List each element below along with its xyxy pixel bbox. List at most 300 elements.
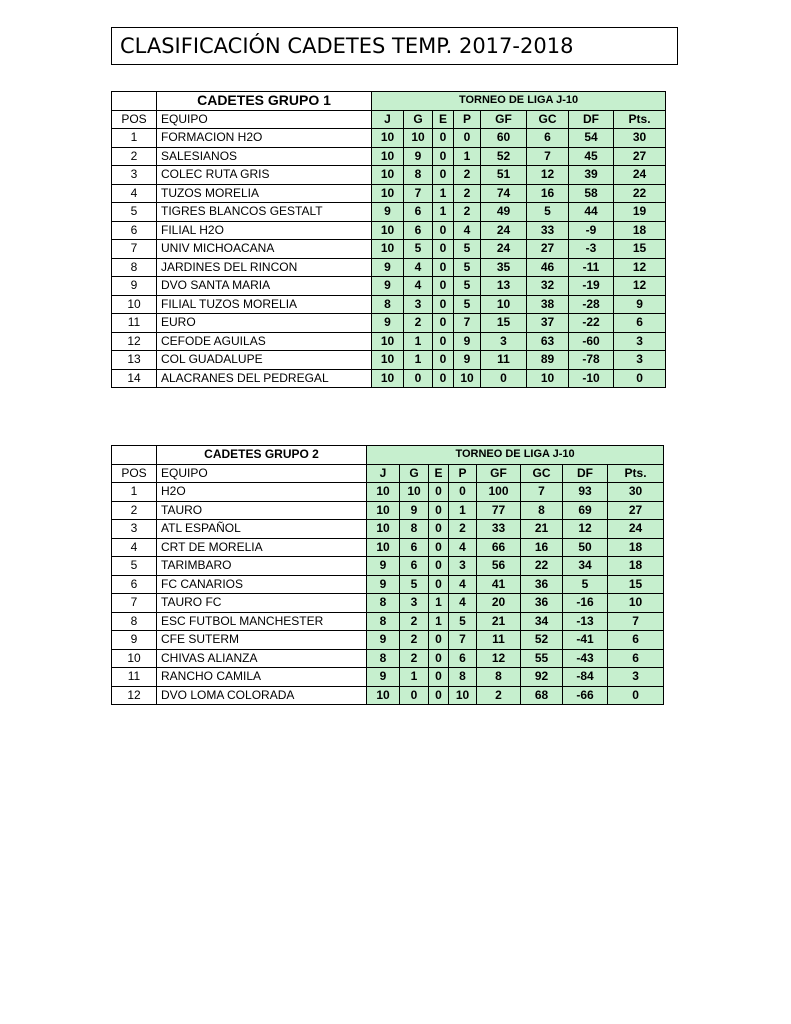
stat-cell: 39	[569, 166, 614, 185]
stat-cell: 36	[521, 575, 563, 594]
stat-cell: 9	[372, 203, 404, 222]
table-row	[112, 631, 664, 650]
standings-table-group-1	[111, 91, 666, 388]
stat-cell: 0	[614, 369, 666, 388]
table-row	[112, 277, 666, 296]
stat-cell: 9	[614, 295, 666, 314]
group-title: CADETES GRUPO 1	[157, 92, 372, 111]
stat-cell: 9	[367, 557, 400, 576]
league-title: TORNEO DE LIGA J-10	[372, 92, 666, 111]
position-cell: 10	[112, 295, 157, 314]
stat-cell: 10	[454, 369, 481, 388]
stat-cell: 66	[477, 538, 521, 557]
stat-cell: 1	[429, 612, 449, 631]
team-name-cell: FILIAL TUZOS MORELIA	[157, 295, 372, 314]
stat-cell: 6	[527, 129, 569, 148]
stat-cell: -22	[569, 314, 614, 333]
stat-cell: 9	[367, 575, 400, 594]
stat-cell: 0	[429, 668, 449, 687]
stat-cell: 4	[449, 575, 477, 594]
table-row	[112, 240, 666, 259]
stat-cell: 0	[400, 686, 429, 705]
stat-cell: 0	[433, 147, 454, 166]
stat-cell: 27	[614, 147, 666, 166]
table-row	[112, 184, 666, 203]
stat-cell: 7	[404, 184, 433, 203]
stat-cell: 21	[477, 612, 521, 631]
stat-cell: 9	[372, 277, 404, 296]
standings-table-group-2	[111, 445, 664, 705]
column-header-stat: G	[404, 110, 433, 129]
table-row	[112, 668, 664, 687]
team-name-cell: CEFODE AGUILAS	[157, 332, 372, 351]
stat-cell: 5	[449, 612, 477, 631]
position-cell: 5	[112, 557, 157, 576]
table-row	[112, 203, 666, 222]
table-row	[112, 258, 666, 277]
stat-cell: 0	[429, 557, 449, 576]
stat-cell: 0	[429, 575, 449, 594]
stat-cell: 56	[477, 557, 521, 576]
stat-cell: 10	[404, 129, 433, 148]
stat-cell: 12	[477, 649, 521, 668]
stat-cell: -10	[569, 369, 614, 388]
stat-cell: 12	[563, 520, 608, 539]
stat-cell: 12	[527, 166, 569, 185]
stat-cell: 9	[454, 332, 481, 351]
position-cell: 11	[112, 668, 157, 687]
stat-cell: 15	[481, 314, 527, 333]
stat-cell: 4	[449, 538, 477, 557]
stat-cell: 3	[449, 557, 477, 576]
position-cell: 1	[112, 129, 157, 148]
team-name-cell: UNIV MICHOACANA	[157, 240, 372, 259]
stat-cell: 52	[521, 631, 563, 650]
stat-cell: 0	[433, 332, 454, 351]
team-name-cell: DVO LOMA COLORADA	[157, 686, 367, 705]
stat-cell: 30	[608, 483, 664, 502]
stat-cell: 3	[481, 332, 527, 351]
stat-cell: 22	[521, 557, 563, 576]
stat-cell: 0	[429, 538, 449, 557]
stat-cell: 27	[527, 240, 569, 259]
stat-cell: 0	[449, 483, 477, 502]
stat-cell: 5	[400, 575, 429, 594]
stat-cell: 10	[372, 332, 404, 351]
column-header-row	[112, 110, 666, 129]
stat-cell: 0	[429, 520, 449, 539]
team-name-cell: FILIAL H2O	[157, 221, 372, 240]
stat-cell: 9	[400, 501, 429, 520]
stat-cell: 5	[404, 240, 433, 259]
stat-cell: 3	[404, 295, 433, 314]
stat-cell: 0	[433, 240, 454, 259]
stat-cell: 30	[614, 129, 666, 148]
stat-cell: 3	[400, 594, 429, 613]
stat-cell: 1	[404, 351, 433, 370]
stat-cell: 0	[433, 369, 454, 388]
column-header-stat: J	[372, 110, 404, 129]
stat-cell: 27	[608, 501, 664, 520]
stat-cell: 2	[400, 631, 429, 650]
stat-cell: 5	[454, 277, 481, 296]
table-row	[112, 147, 666, 166]
table-row	[112, 612, 664, 631]
column-header-row	[112, 464, 664, 483]
page-title: CLASIFICACIÓN CADETES TEMP. 2017-2018	[111, 27, 678, 65]
stat-cell: 6	[614, 314, 666, 333]
stat-cell: 8	[367, 649, 400, 668]
stat-cell: 0	[433, 258, 454, 277]
position-cell: 14	[112, 369, 157, 388]
stat-cell: 11	[481, 351, 527, 370]
stat-cell: 32	[527, 277, 569, 296]
stat-cell: 19	[614, 203, 666, 222]
stat-cell: 4	[454, 221, 481, 240]
stat-cell: 6	[400, 557, 429, 576]
column-header-stat: GC	[521, 464, 563, 483]
stat-cell: 69	[563, 501, 608, 520]
table-row	[112, 594, 664, 613]
stat-cell: 1	[449, 501, 477, 520]
position-cell: 4	[112, 184, 157, 203]
team-name-cell: COL GUADALUPE	[157, 351, 372, 370]
stat-cell: 5	[454, 240, 481, 259]
stat-cell: 8	[477, 668, 521, 687]
column-header-stat: GF	[481, 110, 527, 129]
stat-cell: -28	[569, 295, 614, 314]
stat-cell: 7	[521, 483, 563, 502]
stat-cell: 9	[367, 631, 400, 650]
stat-cell: 9	[454, 351, 481, 370]
table-row	[112, 129, 666, 148]
stat-cell: 16	[521, 538, 563, 557]
stat-cell: 1	[400, 668, 429, 687]
stat-cell: 2	[477, 686, 521, 705]
position-cell: 12	[112, 686, 157, 705]
stat-cell: 18	[614, 221, 666, 240]
stat-cell: 33	[527, 221, 569, 240]
group-header-row	[112, 92, 666, 111]
stat-cell: 18	[608, 557, 664, 576]
table-row	[112, 483, 664, 502]
column-header-pos: POS	[112, 464, 157, 483]
position-cell: 2	[112, 501, 157, 520]
stat-cell: 22	[614, 184, 666, 203]
table-row	[112, 166, 666, 185]
stat-cell: 92	[521, 668, 563, 687]
stat-cell: 10	[372, 184, 404, 203]
stat-cell: -11	[569, 258, 614, 277]
column-header-stat: P	[454, 110, 481, 129]
stat-cell: 0	[404, 369, 433, 388]
stat-cell: 49	[481, 203, 527, 222]
group-title: CADETES GRUPO 2	[157, 446, 367, 465]
stat-cell: 74	[481, 184, 527, 203]
stat-cell: 34	[521, 612, 563, 631]
stat-cell: 10	[372, 351, 404, 370]
stat-cell: 6	[404, 221, 433, 240]
stat-cell: 77	[477, 501, 521, 520]
team-name-cell: CFE SUTERM	[157, 631, 367, 650]
stat-cell: 8	[521, 501, 563, 520]
stat-cell: 41	[477, 575, 521, 594]
stat-cell: 35	[481, 258, 527, 277]
table-row	[112, 351, 666, 370]
stat-cell: 2	[454, 203, 481, 222]
stat-cell: 7	[449, 631, 477, 650]
stat-cell: 8	[400, 520, 429, 539]
stat-cell: 4	[404, 277, 433, 296]
stat-cell: 8	[404, 166, 433, 185]
table-row	[112, 557, 664, 576]
stat-cell: 9	[404, 147, 433, 166]
column-header-stat: DF	[563, 464, 608, 483]
stat-cell: 1	[429, 594, 449, 613]
stat-cell: 0	[481, 369, 527, 388]
stat-cell: 4	[449, 594, 477, 613]
stat-cell: -84	[563, 668, 608, 687]
stat-cell: -41	[563, 631, 608, 650]
column-header-stat: G	[400, 464, 429, 483]
position-cell: 7	[112, 594, 157, 613]
column-header-stat: DF	[569, 110, 614, 129]
stat-cell: 68	[521, 686, 563, 705]
position-cell: 8	[112, 258, 157, 277]
position-cell: 11	[112, 314, 157, 333]
stat-cell: -9	[569, 221, 614, 240]
stat-cell: -43	[563, 649, 608, 668]
column-header-stat: E	[429, 464, 449, 483]
team-name-cell: FORMACION H2O	[157, 129, 372, 148]
stat-cell: 21	[521, 520, 563, 539]
stat-cell: -60	[569, 332, 614, 351]
stat-cell: 0	[429, 631, 449, 650]
stat-cell: 2	[400, 612, 429, 631]
stat-cell: 10	[481, 295, 527, 314]
stat-cell: 6	[449, 649, 477, 668]
stat-cell: 12	[614, 258, 666, 277]
stat-cell: 9	[372, 314, 404, 333]
stat-cell: 33	[477, 520, 521, 539]
stat-cell: 15	[614, 240, 666, 259]
stat-cell: 5	[527, 203, 569, 222]
position-cell: 1	[112, 483, 157, 502]
stat-cell: 0	[429, 649, 449, 668]
table-row	[112, 314, 666, 333]
position-cell: 9	[112, 277, 157, 296]
team-name-cell: ESC FUTBOL MANCHESTER	[157, 612, 367, 631]
stat-cell: -16	[563, 594, 608, 613]
stat-cell: 15	[608, 575, 664, 594]
stat-cell: -19	[569, 277, 614, 296]
stat-cell: 52	[481, 147, 527, 166]
stat-cell: 18	[608, 538, 664, 557]
stat-cell: 2	[454, 166, 481, 185]
team-name-cell: DVO SANTA MARIA	[157, 277, 372, 296]
stat-cell: 2	[454, 184, 481, 203]
team-name-cell: TAURO FC	[157, 594, 367, 613]
stat-cell: 38	[527, 295, 569, 314]
stat-cell: 10	[372, 369, 404, 388]
position-cell: 6	[112, 221, 157, 240]
position-cell: 5	[112, 203, 157, 222]
column-header-stat: E	[433, 110, 454, 129]
column-header-stat: Pts.	[608, 464, 664, 483]
stat-cell: 34	[563, 557, 608, 576]
stat-cell: 0	[429, 501, 449, 520]
stat-cell: 1	[433, 184, 454, 203]
stat-cell: 10	[367, 520, 400, 539]
header-blank-cell	[112, 446, 157, 465]
team-name-cell: EURO	[157, 314, 372, 333]
stat-cell: 5	[454, 295, 481, 314]
stat-cell: 7	[608, 612, 664, 631]
team-name-cell: COLEC RUTA GRIS	[157, 166, 372, 185]
stat-cell: 6	[608, 631, 664, 650]
stat-cell: 0	[429, 686, 449, 705]
stat-cell: -78	[569, 351, 614, 370]
table-row	[112, 575, 664, 594]
column-header-stat: Pts.	[614, 110, 666, 129]
team-name-cell: TARIMBARO	[157, 557, 367, 576]
stat-cell: 24	[481, 240, 527, 259]
position-cell: 9	[112, 631, 157, 650]
table-row	[112, 501, 664, 520]
stat-cell: 8	[372, 295, 404, 314]
position-cell: 12	[112, 332, 157, 351]
stat-cell: 3	[608, 668, 664, 687]
stat-cell: 0	[433, 277, 454, 296]
stat-cell: 10	[372, 221, 404, 240]
stat-cell: 3	[614, 351, 666, 370]
stat-cell: 0	[433, 221, 454, 240]
table-row	[112, 520, 664, 539]
stat-cell: -66	[563, 686, 608, 705]
stat-cell: 2	[404, 314, 433, 333]
stat-cell: 10	[527, 369, 569, 388]
table-row	[112, 221, 666, 240]
stat-cell: 0	[608, 686, 664, 705]
stat-cell: 0	[433, 295, 454, 314]
stat-cell: 8	[367, 612, 400, 631]
stat-cell: 44	[569, 203, 614, 222]
stat-cell: 51	[481, 166, 527, 185]
team-name-cell: SALESIANOS	[157, 147, 372, 166]
stat-cell: 0	[433, 166, 454, 185]
stat-cell: 36	[521, 594, 563, 613]
stat-cell: 11	[477, 631, 521, 650]
position-cell: 10	[112, 649, 157, 668]
team-name-cell: TAURO	[157, 501, 367, 520]
team-name-cell: TUZOS MORELIA	[157, 184, 372, 203]
stat-cell: 6	[404, 203, 433, 222]
position-cell: 8	[112, 612, 157, 631]
stat-cell: -13	[563, 612, 608, 631]
stat-cell: 58	[569, 184, 614, 203]
stat-cell: 60	[481, 129, 527, 148]
stat-cell: 16	[527, 184, 569, 203]
header-blank-cell	[112, 92, 157, 111]
stat-cell: 10	[400, 483, 429, 502]
column-header-stat: P	[449, 464, 477, 483]
team-name-cell: CRT DE MORELIA	[157, 538, 367, 557]
team-name-cell: JARDINES DEL RINCON	[157, 258, 372, 277]
table-row	[112, 295, 666, 314]
stat-cell: 10	[367, 501, 400, 520]
stat-cell: 55	[521, 649, 563, 668]
stat-cell: 10	[372, 166, 404, 185]
stat-cell: 5	[454, 258, 481, 277]
column-header-stat: J	[367, 464, 400, 483]
stat-cell: 0	[429, 483, 449, 502]
stat-cell: 0	[433, 314, 454, 333]
stat-cell: 93	[563, 483, 608, 502]
stat-cell: 1	[404, 332, 433, 351]
stat-cell: 13	[481, 277, 527, 296]
stat-cell: 9	[367, 668, 400, 687]
stat-cell: -3	[569, 240, 614, 259]
stat-cell: 2	[400, 649, 429, 668]
position-cell: 2	[112, 147, 157, 166]
table-row	[112, 538, 664, 557]
team-name-cell: RANCHO CAMILA	[157, 668, 367, 687]
stat-cell: 4	[404, 258, 433, 277]
position-cell: 7	[112, 240, 157, 259]
table-row	[112, 332, 666, 351]
stat-cell: 3	[614, 332, 666, 351]
team-name-cell: CHIVAS ALIANZA	[157, 649, 367, 668]
stat-cell: 8	[449, 668, 477, 687]
stat-cell: 7	[527, 147, 569, 166]
team-name-cell: ATL ESPAÑOL	[157, 520, 367, 539]
stat-cell: 46	[527, 258, 569, 277]
stat-cell: 10	[367, 538, 400, 557]
table-row	[112, 649, 664, 668]
team-name-cell: TIGRES BLANCOS GESTALT	[157, 203, 372, 222]
stat-cell: 45	[569, 147, 614, 166]
stat-cell: 6	[608, 649, 664, 668]
team-name-cell: ALACRANES DEL PEDREGAL	[157, 369, 372, 388]
stat-cell: 10	[372, 240, 404, 259]
stat-cell: 10	[372, 129, 404, 148]
stat-cell: 37	[527, 314, 569, 333]
table-row	[112, 686, 664, 705]
position-cell: 3	[112, 166, 157, 185]
stat-cell: 6	[400, 538, 429, 557]
stat-cell: 10	[608, 594, 664, 613]
stat-cell: 0	[433, 351, 454, 370]
stat-cell: 63	[527, 332, 569, 351]
stat-cell: 0	[454, 129, 481, 148]
column-header-stat: GF	[477, 464, 521, 483]
column-header-pos: POS	[112, 110, 157, 129]
position-cell: 4	[112, 538, 157, 557]
stat-cell: 1	[433, 203, 454, 222]
stat-cell: 10	[372, 147, 404, 166]
stat-cell: 10	[449, 686, 477, 705]
stat-cell: 5	[563, 575, 608, 594]
stat-cell: 24	[608, 520, 664, 539]
column-header-stat: GC	[527, 110, 569, 129]
stat-cell: 89	[527, 351, 569, 370]
position-cell: 13	[112, 351, 157, 370]
position-cell: 6	[112, 575, 157, 594]
stat-cell: 20	[477, 594, 521, 613]
stat-cell: 100	[477, 483, 521, 502]
stat-cell: 1	[454, 147, 481, 166]
stat-cell: 9	[372, 258, 404, 277]
